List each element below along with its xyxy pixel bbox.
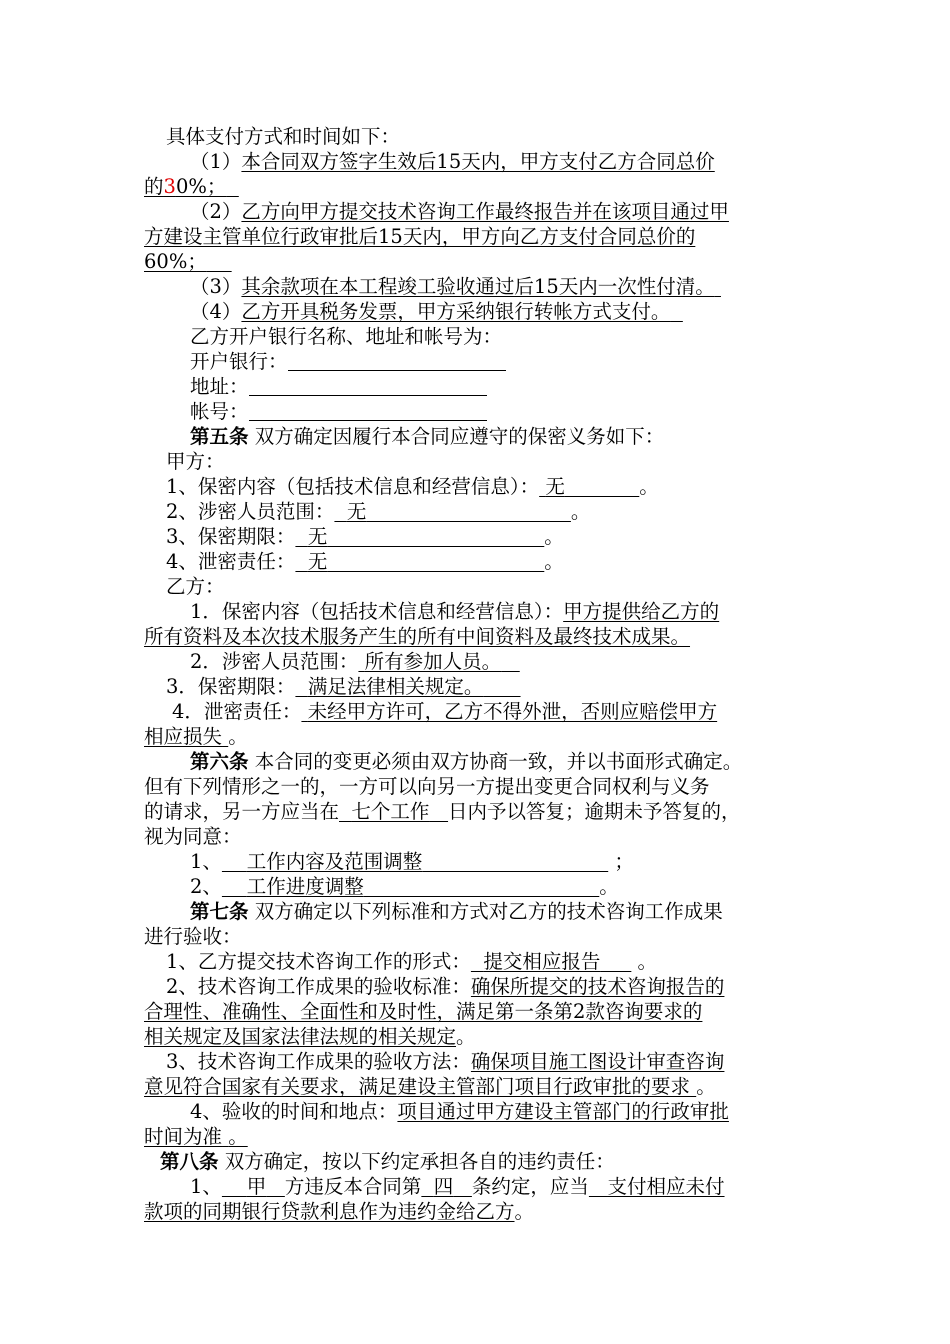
party-b-item-1: 1．保密内容（包括技术信息和经营信息）：甲方提供给乙方的 — [190, 600, 720, 623]
bank-address-line: 地址： — [0, 374, 950, 399]
bank-name-line: 开户银行： — [0, 349, 950, 374]
bank-account-blank — [249, 402, 487, 421]
article-7-item-1: 1、乙方提交技术咨询工作的形式： 提交相应报告 。 — [166, 950, 658, 973]
article-7-item-2: 2、技术咨询工作成果的验收标准：确保所提交的技术咨询报告的 — [166, 975, 725, 998]
article-6-item-1: 1、 工作内容及范围调整 ； — [190, 850, 634, 873]
article-7-item-4-cont: 时间为准 。 — [144, 1125, 248, 1148]
payment-item-2-cont2: 60%； — [144, 250, 207, 273]
party-a-item-3: 3、保密期限： 无 。 — [166, 525, 564, 548]
article-6-line-4: 视为同意： — [144, 825, 242, 848]
party-a-label: 甲方： — [166, 450, 225, 473]
payment-item-2-cont: 方建设主管单位行政审批后15天内，甲方向乙方支付合同总价的 — [144, 225, 696, 248]
article-7-heading: 第七条 双方确定以下列标准和方式对乙方的技术咨询工作成果 — [190, 900, 723, 923]
article-7-line-2: 进行验收： — [144, 925, 242, 948]
article-8-item-1: 1、 甲 方违反本合同第 四 条约定，应当 支付相应未付 — [190, 1175, 725, 1198]
article-6-line-3: 的请求，另一方应当在 七个工作 日内予以答复；逾期未予答复的， — [144, 800, 741, 823]
article-6-line-2: 但有下列情形之一的，一方可以向另一方提出变更合同权利与义务 — [144, 775, 710, 798]
article-5-heading: 第五条 双方确定因履行本合同应遵守的保密义务如下： — [190, 425, 665, 448]
payment-item-3: （3）其余款项在本工程竣工验收通过后15天内一次性付清。 — [190, 275, 715, 298]
payment-item-2: （2）乙方向甲方提交技术咨询工作最终报告并在该项目通过甲 — [190, 200, 729, 223]
article-7-item-4: 4、验收的时间和地点：项目通过甲方建设主管部门的行政审批 — [190, 1100, 729, 1123]
bank-address-blank — [249, 377, 487, 396]
article-6-heading: 第六条 本合同的变更必须由双方协商一致，并以书面形式确定。 — [190, 750, 743, 773]
payment-item-4: （4）乙方开具税务发票，甲方采纳银行转帐方式支付。 — [190, 300, 671, 323]
article-8-heading: 第八条 双方确定，按以下约定承担各自的违约责任： — [160, 1150, 615, 1173]
party-b-label: 乙方： — [166, 575, 225, 598]
bank-account-line: 帐号： — [0, 399, 950, 424]
article-8-item-1-cont: 款项的同期银行贷款利息作为违约金给乙方。 — [144, 1200, 535, 1223]
party-b-item-4-cont: 相应损失 。 — [144, 725, 248, 748]
party-a-item-2: 2、涉密人员范围： 无 。 — [166, 500, 591, 523]
payment-intro: 具体支付方式和时间如下： — [166, 125, 401, 148]
party-b-item-3: 3．保密期限： 满足法律相关规定。 — [166, 675, 484, 698]
payment-item-1-cont: 的30%； — [144, 175, 227, 198]
party-b-item-1-cont: 所有资料及本次技术服务产生的所有中间资料及最终技术成果。 — [144, 625, 691, 648]
article-7-item-2-cont2: 相关规定及国家法律法规的相关规定。 — [144, 1025, 476, 1048]
party-b-item-4: 4．泄密责任： 未经甲方许可，乙方不得外泄，否则应赔偿甲方 — [172, 700, 718, 723]
red-digit: 3 — [163, 175, 176, 198]
party-a-item-4: 4、泄密责任： 无 。 — [166, 550, 564, 573]
article-7-item-3: 3、技术咨询工作成果的验收方法：确保项目施工图设计审查咨询 — [166, 1050, 725, 1073]
bank-info-title: 乙方开户银行名称、地址和帐号为： — [190, 325, 503, 348]
bank-name-blank — [288, 352, 506, 371]
article-7-item-3-cont: 意见符合国家有关要求，满足建设主管部门项目行政审批的要求 。 — [144, 1075, 716, 1098]
party-a-item-1: 1、保密内容（包括技术信息和经营信息）： 无 。 — [166, 475, 659, 498]
article-7-item-2-cont: 合理性、准确性、全面性和及时性，满足第一条第2款咨询要求的 — [144, 1000, 703, 1023]
payment-item-1: （1）本合同双方签字生效后15天内，甲方支付乙方合同总价 — [190, 150, 715, 173]
article-6-item-2: 2、 工作进度调整 。 — [190, 875, 619, 898]
party-b-item-2: 2．涉密人员范围： 所有参加人员。 — [190, 650, 502, 673]
